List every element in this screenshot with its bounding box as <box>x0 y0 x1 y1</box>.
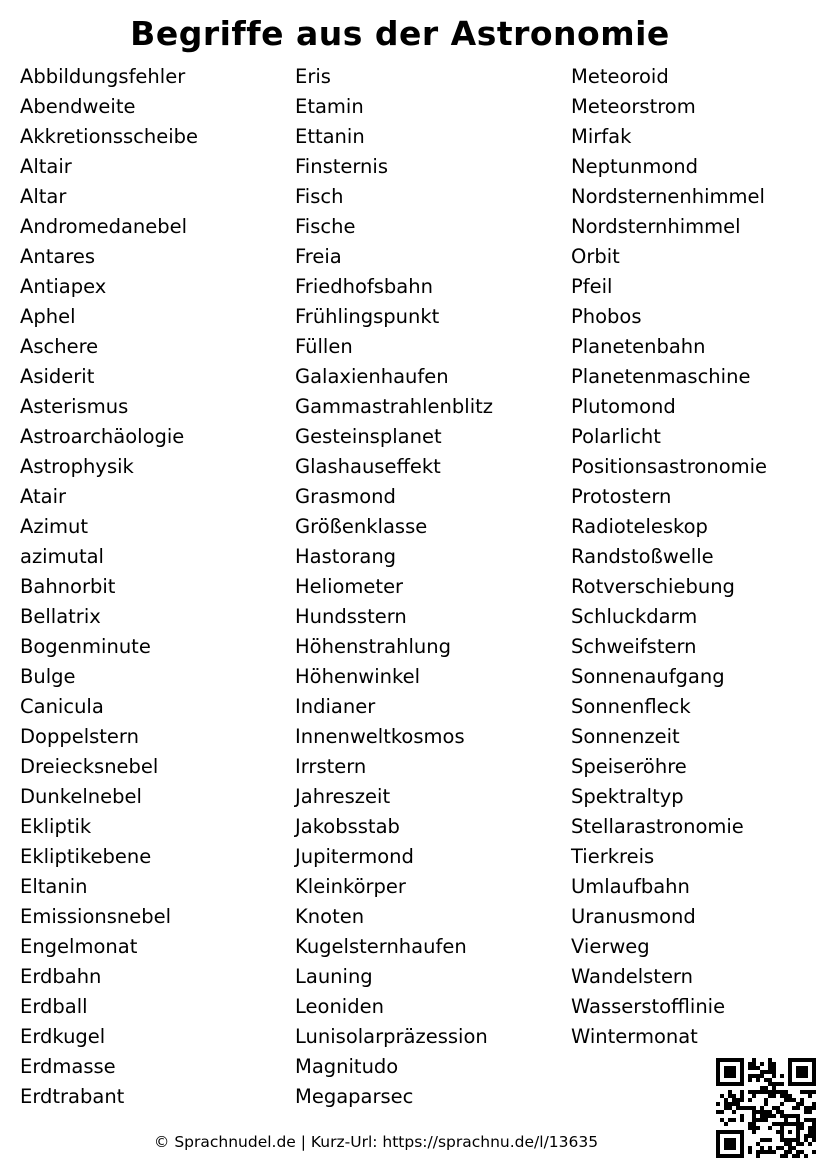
word-list-item: Wasserstofflinie <box>571 995 726 1018</box>
word-list-item: Nordsternenhimmel <box>571 185 765 208</box>
word-list-item: Jupitermond <box>295 845 414 868</box>
word-list-item: Tierkreis <box>571 845 655 868</box>
word-list-item: Erdmasse <box>20 1055 116 1078</box>
word-list-item: Lunisolarpräzession <box>295 1025 488 1048</box>
word-list-item: Positionsastronomie <box>571 455 768 478</box>
word-list-item: azimutal <box>20 545 104 568</box>
word-list-item: Emissionsnebel <box>20 905 172 928</box>
word-list-item: Eris <box>295 65 331 88</box>
word-list-item: Heliometer <box>295 575 404 598</box>
word-list-item: Eltanin <box>20 875 88 898</box>
word-list-item: Bellatrix <box>20 605 101 628</box>
footer-credit: © Sprachnudel.de | Kurz-Url: https://sprachnu.de/l/13635 <box>153 1133 599 1151</box>
word-list-item: Umlaufbahn <box>571 875 690 898</box>
word-list-item: Erdkugel <box>20 1025 106 1048</box>
word-list-item: Magnitudo <box>295 1055 399 1078</box>
word-list-item: Launing <box>295 965 373 988</box>
word-list-item: Gammastrahlenblitz <box>295 395 493 418</box>
word-list-item: Schweifstern <box>571 635 697 658</box>
word-list-item: Azimut <box>20 515 88 538</box>
word-list-item: Altar <box>20 185 67 208</box>
word-list-item: Nordsternhimmel <box>571 215 741 238</box>
word-list-item: Finsternis <box>295 155 388 178</box>
word-list-item: Protostern <box>571 485 672 508</box>
word-list-item: Polarlicht <box>571 425 661 448</box>
word-list-item: Sonnenaufgang <box>571 665 725 688</box>
word-list-item: Ekliptikebene <box>20 845 152 868</box>
word-list-item: Asterismus <box>20 395 129 418</box>
word-list-item: Altair <box>20 155 72 178</box>
word-list-item: Jakobsstab <box>295 815 400 838</box>
word-list-item: Indianer <box>295 695 376 718</box>
word-list-item: Meteoroid <box>571 65 669 88</box>
page-title: Begriffe aus der Astronomie <box>130 14 670 53</box>
word-list-item: Dreiecksnebel <box>20 755 159 778</box>
word-list-item: Erdbahn <box>20 965 102 988</box>
word-list-item: Innenweltkosmos <box>295 725 465 748</box>
word-list-item: Hundsstern <box>295 605 407 628</box>
word-list-item: Pfeil <box>571 275 613 298</box>
word-list-item: Erdtrabant <box>20 1085 125 1108</box>
word-list-item: Astrophysik <box>20 455 134 478</box>
word-list-item: Antiapex <box>20 275 107 298</box>
word-list-item: Fisch <box>295 185 344 208</box>
qr-code-icon <box>716 1058 816 1158</box>
word-list-item: Größenklasse <box>295 515 428 538</box>
word-list-item: Füllen <box>295 335 353 358</box>
word-list-item: Grasmond <box>295 485 396 508</box>
word-list-item: Doppelstern <box>20 725 139 748</box>
word-list-item: Fische <box>295 215 356 238</box>
word-list-item: Engelmonat <box>20 935 138 958</box>
word-list-item: Aphel <box>20 305 76 328</box>
word-list-item: Sonnenfleck <box>571 695 691 718</box>
word-list-item: Uranusmond <box>571 905 696 928</box>
word-list-item: Abbildungsfehler <box>20 65 186 88</box>
word-list-item: Megaparsec <box>295 1085 414 1108</box>
word-list-item: Planetenmaschine <box>571 365 751 388</box>
word-list-item: Bulge <box>20 665 76 688</box>
word-list-item: Rotverschiebung <box>571 575 735 598</box>
word-list-item: Erdball <box>20 995 88 1018</box>
word-list-item: Wandelstern <box>571 965 693 988</box>
word-list-item: Wintermonat <box>571 1025 698 1048</box>
word-list-item: Meteorstrom <box>571 95 696 118</box>
word-list-item: Asiderit <box>20 365 95 388</box>
word-list-item: Jahreszeit <box>295 785 391 808</box>
word-list-item: Plutomond <box>571 395 676 418</box>
word-list-item: Sonnenzeit <box>571 725 680 748</box>
word-list-item: Bahnorbit <box>20 575 116 598</box>
word-list-item: Höhenstrahlung <box>295 635 451 658</box>
word-list-item: Ettanin <box>295 125 365 148</box>
word-list-item: Antares <box>20 245 96 268</box>
word-list-item: Atair <box>20 485 67 508</box>
word-list-item: Frühlingspunkt <box>295 305 440 328</box>
word-list-item: Speiseröhre <box>571 755 687 778</box>
word-list-item: Galaxienhaufen <box>295 365 449 388</box>
word-list-item: Kugelsternhaufen <box>295 935 467 958</box>
word-list-item: Stellarastronomie <box>571 815 744 838</box>
word-list-item: Kleinkörper <box>295 875 406 898</box>
word-list-item: Dunkelnebel <box>20 785 142 808</box>
word-list-item: Leoniden <box>295 995 384 1018</box>
word-list-item: Schluckdarm <box>571 605 698 628</box>
word-list-item: Friedhofsbahn <box>295 275 433 298</box>
word-list-item: Akkretionsscheibe <box>20 125 199 148</box>
word-list-item: Mirfak <box>571 125 632 148</box>
word-list-item: Orbit <box>571 245 620 268</box>
word-list-item: Knoten <box>295 905 365 928</box>
word-list-item: Abendweite <box>20 95 136 118</box>
word-list-item: Gesteinsplanet <box>295 425 442 448</box>
word-list-item: Etamin <box>295 95 364 118</box>
word-list-item: Glashauseffekt <box>295 455 441 478</box>
word-list-item: Andromedanebel <box>20 215 188 238</box>
word-list-item: Astroarchäologie <box>20 425 185 448</box>
word-list-item: Hastorang <box>295 545 397 568</box>
word-column-1 <box>20 62 198 1112</box>
word-list-item: Planetenbahn <box>571 335 706 358</box>
word-list-item: Höhenwinkel <box>295 665 421 688</box>
word-list-item: Randstoßwelle <box>571 545 714 568</box>
word-list-item: Phobos <box>571 305 642 328</box>
word-column-2 <box>295 62 493 1112</box>
word-column-3 <box>571 62 767 1052</box>
word-list-item: Spektraltyp <box>571 785 684 808</box>
word-list-item: Ekliptik <box>20 815 92 838</box>
word-list-item: Aschere <box>20 335 99 358</box>
word-list-item: Irrstern <box>295 755 367 778</box>
word-list-item: Freia <box>295 245 342 268</box>
word-list-item: Bogenminute <box>20 635 151 658</box>
word-list-item: Vierweg <box>571 935 650 958</box>
word-list-item: Canicula <box>20 695 104 718</box>
word-list-item: Radioteleskop <box>571 515 708 538</box>
word-list-item: Neptunmond <box>571 155 698 178</box>
